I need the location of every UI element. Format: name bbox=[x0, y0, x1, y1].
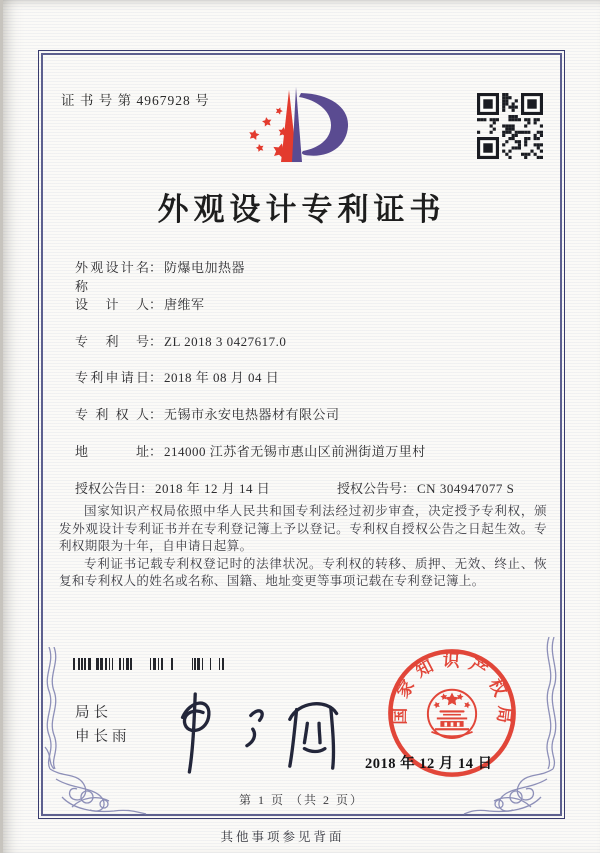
field-label: 专利号 bbox=[75, 333, 149, 349]
field-colon: ： bbox=[402, 480, 416, 496]
body-paragraph-1: 国家知识产权局依照中华人民共和国专利法经过初步审查，决定授予专利权，颁发外观设计专利证书并在专利登记簿上予以登记。专利权自授权公告之日起生效。专利权期限为十年，自申请日起算。 bbox=[59, 504, 547, 554]
field-label: 专利权人 bbox=[75, 407, 149, 423]
grant-date-label: 授权公告日 bbox=[75, 480, 141, 496]
field-label: 外观设计名称 bbox=[75, 260, 149, 294]
field-row-address bbox=[75, 441, 544, 478]
qr-code bbox=[477, 93, 543, 159]
cnipa-logo-icon bbox=[243, 85, 355, 169]
seal-date: 2018 年 12 月 14 日 bbox=[365, 756, 493, 772]
field-value: 防爆电加热器 bbox=[164, 260, 246, 275]
corner-ornament-right-icon bbox=[463, 637, 561, 815]
field-value: 无锡市永安电热器材有限公司 bbox=[164, 407, 340, 423]
legal-text-block bbox=[59, 503, 547, 591]
corner-ornament-left-icon bbox=[42, 647, 147, 815]
field-colon: ： bbox=[149, 260, 163, 275]
field-label: 专利申请日 bbox=[75, 370, 149, 386]
field-colon: ： bbox=[140, 480, 154, 496]
field-value: 唐维军 bbox=[164, 296, 205, 312]
field-row-patentee bbox=[75, 404, 544, 441]
field-colon: ： bbox=[149, 407, 163, 423]
field-label: 地址 bbox=[75, 443, 149, 459]
grant-date-value: 2018 年 12 月 14 日 bbox=[155, 480, 271, 496]
field-label: 设计人 bbox=[75, 296, 149, 312]
field-value: ZL 2018 3 0427617.0 bbox=[164, 333, 287, 349]
certificate-title: 外观设计专利证书 bbox=[157, 192, 446, 227]
certificate-frame bbox=[38, 50, 565, 819]
field-row-filing-date bbox=[75, 367, 544, 404]
signer-title: 局长 bbox=[75, 705, 112, 721]
back-note: 其他事项参见背面 bbox=[220, 830, 345, 844]
field-row-designer bbox=[75, 294, 544, 331]
field-colon: ： bbox=[149, 296, 163, 312]
field-value: 214000 江苏省无锡市惠山区前洲街道万里村 bbox=[164, 443, 426, 459]
field-colon: ： bbox=[149, 333, 163, 349]
certificate-number: 证 书 号 第 4967928 号 bbox=[61, 93, 210, 108]
commissioner-signature bbox=[165, 687, 360, 779]
field-row-design-name bbox=[75, 257, 544, 294]
seal-text: 国家知识产权局 bbox=[390, 650, 515, 733]
field-colon: ： bbox=[149, 370, 163, 386]
grant-no-label: 授权公告号 bbox=[337, 480, 403, 496]
page-info: 第 1 页 （共 2 页） bbox=[238, 793, 364, 807]
fields-block bbox=[75, 257, 544, 515]
field-row-patent-no bbox=[75, 331, 544, 368]
grant-no-value: CN 304947077 S bbox=[417, 480, 515, 496]
field-colon: ： bbox=[149, 443, 163, 459]
field-value: 2018 年 08 月 04 日 bbox=[164, 370, 280, 386]
body-paragraph-2: 专利证书记载专利权登记时的法律状况。专利权的转移、质押、无效、终止、恢复和专利权人的姓名或名称、国籍、地址变更等事项记载在专利登记簿上。 bbox=[59, 556, 547, 589]
signer-name: 申长雨 bbox=[75, 729, 131, 745]
